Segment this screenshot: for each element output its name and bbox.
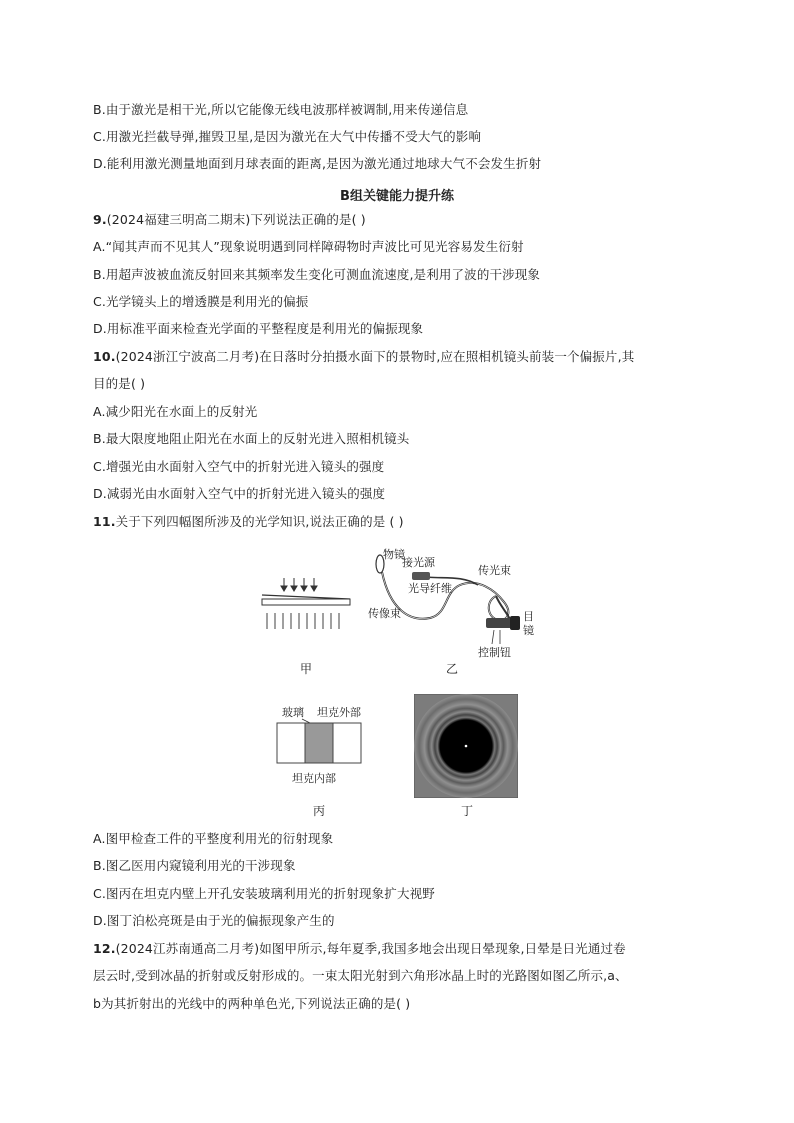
figure-ding-caption: 丁 bbox=[461, 804, 474, 818]
q9-stem-text: (2024福建三明高二期末)下列说法正确的是( ) bbox=[106, 212, 366, 227]
q11-number: 11. bbox=[93, 514, 116, 529]
q10-stem-cont: 目的是( ) bbox=[93, 376, 146, 391]
figure-yi-endoscope bbox=[360, 540, 540, 665]
eyepiece bbox=[510, 616, 520, 630]
q9-option-d: D.用标准平面来检查光学面的平整程度是利用光的偏振现象 bbox=[93, 321, 424, 336]
q11-option-d: D.图丁泊松亮斑是由于光的偏振现象产生的 bbox=[93, 913, 335, 928]
control-handle bbox=[486, 618, 514, 628]
q8-option-c: C.用激光拦截导弹,摧毁卫星,是因为激光在大气中传播不受大气的影响 bbox=[93, 129, 482, 144]
q11-option-c: C.图丙在坦克内壁上开孔安装玻璃利用光的折射现象扩大视野 bbox=[93, 886, 435, 901]
label-light-bundle: 传光束 bbox=[478, 564, 511, 577]
label-image-bundle: 传像束 bbox=[368, 607, 401, 620]
q10-option-d: D.减弱光由水面射入空气中的折射光进入镜头的强度 bbox=[93, 486, 386, 501]
figure-jia-caption: 甲 bbox=[300, 662, 313, 676]
q8-option-d: D.能利用激光测量地面到月球表面的距离,是因为激光通过地球大气不会发生折射 bbox=[93, 156, 542, 171]
bright-spot bbox=[465, 745, 468, 748]
q9-option-a: A.“闻其声而不见其人”现象说明遇到同样障碍物时声波比可见光容易发生衍射 bbox=[93, 239, 524, 254]
label-light-source: 接光源 bbox=[402, 556, 435, 569]
label-glass: 玻璃 bbox=[282, 706, 304, 719]
q10-number: 10. bbox=[93, 349, 116, 364]
q12-stem bbox=[93, 940, 626, 958]
figure-bing-tank-window bbox=[272, 703, 377, 788]
figure-jia-flatness-check bbox=[255, 575, 355, 635]
q11-stem bbox=[93, 513, 404, 531]
label-tank-inside: 坦克内部 bbox=[292, 772, 336, 785]
q11-stem-text: 关于下列四幅图所涉及的光学知识,说法正确的是 ( ) bbox=[115, 514, 404, 529]
q10-stem bbox=[93, 348, 634, 366]
q10-option-a: A.减少阳光在水面上的反射光 bbox=[93, 404, 258, 419]
q12-stem-cont-1: 层云时,受到冰晶的折射或反射形成的。一束太阳光射到六角形冰晶上时的光路图如图乙所示,a、 bbox=[93, 968, 628, 983]
label-piece: 镜 bbox=[523, 624, 534, 637]
q9-option-c: C.光学镜头上的增透膜是利用光的偏振 bbox=[93, 294, 309, 309]
q8-option-b: B.由于激光是相干光,所以它能像无线电波那样被调制,用来传递信息 bbox=[93, 102, 469, 117]
q10-option-c: C.增强光由水面射入空气中的折射光进入镜头的强度 bbox=[93, 459, 385, 474]
q12-stem-cont-2: b为其折射出的光线中的两种单色光,下列说法正确的是( ) bbox=[93, 996, 411, 1011]
label-objective: 物镜 bbox=[383, 548, 405, 561]
q11-option-b: B.图乙医用内窥镜利用光的干涉现象 bbox=[93, 858, 296, 873]
label-control-knob: 控制钮 bbox=[478, 646, 511, 659]
light-source-connector bbox=[412, 572, 430, 580]
figure-yi-caption: 乙 bbox=[446, 662, 459, 676]
q10-option-b: B.最大限度地阻止阳光在水面上的反射光进入照相机镜头 bbox=[93, 431, 410, 446]
q12-number: 12. bbox=[93, 941, 116, 956]
section-heading: B组关键能力提升练 bbox=[340, 189, 454, 204]
q12-stem-text-1: (2024江苏南通高二月考)如图甲所示,每年夏季,我国多地会出现日晕现象,日晕是日光通过卷 bbox=[115, 941, 626, 956]
q9-stem bbox=[93, 211, 366, 229]
label-tank-outside: 坦克外部 bbox=[317, 706, 361, 719]
q9-number: 9. bbox=[93, 212, 107, 227]
q11-option-a: A.图甲检查工件的平整度利用光的衍射现象 bbox=[93, 831, 334, 846]
figure-ding-poisson-spot bbox=[414, 694, 518, 798]
q9-option-b: B.用超声波被血流反射回来其频率发生变化可测血流速度,是利用了波的干涉现象 bbox=[93, 267, 541, 282]
q10-stem-text-1: (2024浙江宁波高二月考)在日落时分拍摄水面下的景物时,应在照相机镜头前装一个偏振片,其 bbox=[115, 349, 635, 364]
label-eye: 目 bbox=[523, 610, 534, 623]
figure-bing-caption: 丙 bbox=[313, 804, 326, 818]
label-optical-fiber: 光导纤维 bbox=[408, 582, 452, 595]
